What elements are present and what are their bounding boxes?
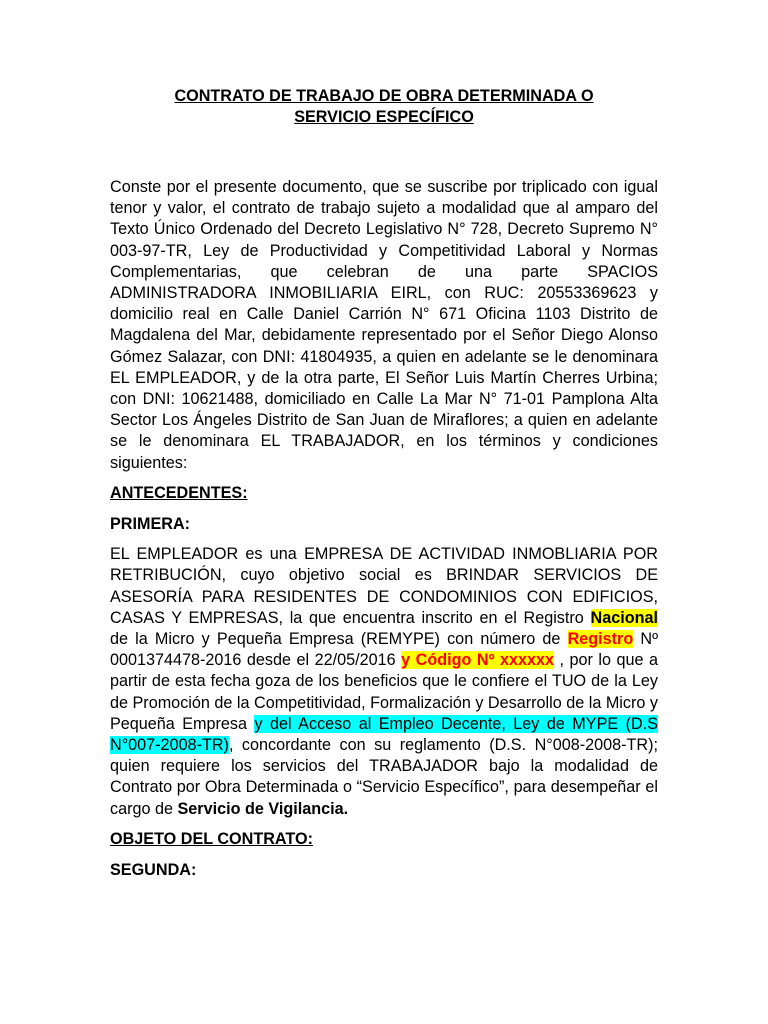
title-line-1: CONTRATO DE TRABAJO DE OBRA DETERMINADA O — [174, 87, 594, 105]
primera-paragraph — [110, 544, 658, 820]
highlight-acceso-empleo: y del Acceso al Empleo Decente, Ley de MYPE (D.S N°007-2008-TR) — [110, 714, 658, 755]
heading-segunda: SEGUNDA: — [110, 861, 197, 880]
primera-text-5: , concordante con su reglamento (D.S. N°008-2008-TR); quien requiere los servicios del TRABAJADOR bajo la modalidad de Contrato por Obra Determinada o “Servicio Específico”, para desempeñar el cargo de — [110, 736, 658, 818]
title-line-2: SERVICIO ESPECÍFICO — [294, 108, 474, 126]
primera-text-4: , por lo que a partir de esta fecha goza de los beneficios que le confiere el TUO de la Ley de Promoción de la Competitividad, Formalización y Desarrollo de la Micro y Pequeña Empresa — [110, 651, 658, 733]
heading-objeto-contrato: OBJETO DEL CONTRATO: — [110, 829, 313, 848]
highlight-nacional: Nacional — [590, 608, 658, 627]
document-page — [110, 86, 658, 881]
heading-antecedentes: ANTECEDENTES: — [110, 483, 248, 502]
primera-text-1: EL EMPLEADOR es una EMPRESA DE ACTIVIDAD INMOBLIARIA POR RETRIBUCIÓN, cuyo objetivo social es BRINDAR SERVICIOS DE ASESORÍA PARA RESIDENTES DE CONDOMINIOS CON EDIFICIOS, CASAS Y EMPRESAS, la que encuentra inscrito en el Registro — [110, 545, 658, 627]
intro-paragraph: Conste por el presente documento, que se suscribe por triplicado con igual tenor y valor, el contrato de trabajo sujeto a modalidad que al amparo del Texto Único Ordenado del Decreto Legislativo N° 728, Decreto Supremo N° 003-97-TR, Ley de Productividad y Competitividad Laboral y Normas Complementarias, que celebran de una parte SPACIOS ADMINISTRADORA INMOBILIARIA EIRL, con RUC: 20553369623 y domicilio real en Calle Daniel Carrión N° 671 Oficina 1103 Distrito de Magdalena del Mar, debidamente representado por el Señor Diego Alonso Gómez Salazar, con DNI: 41804935, a quien en adelante se le denominara EL EMPLEADOR, y de la otra parte, El Señor Luis Martín Cherres Urbina; con DNI: 10621488, domiciliado en Calle La Mar N° 71-01 Pamplona Alta Sector Los Ángeles Distrito de San Juan de Miraflores; a quien en adelante se le denominara EL TRABAJADOR, en los términos y condiciones siguientes: — [110, 178, 658, 472]
highlight-registro: Registro — [567, 630, 634, 649]
primera-text-2: de la Micro y Pequeña Empresa (REMYPE) con número de — [110, 630, 568, 649]
highlight-codigo: y Código Nº xxxxxx — [401, 651, 554, 670]
primera-text-3: Nº 0001374478-2016 desde el 22/05/2016 — [110, 630, 658, 670]
cargo-servicio-vigilancia: Servicio de Vigilancia. — [177, 799, 349, 818]
document-title — [110, 86, 658, 128]
heading-primera: PRIMERA: — [110, 515, 191, 534]
